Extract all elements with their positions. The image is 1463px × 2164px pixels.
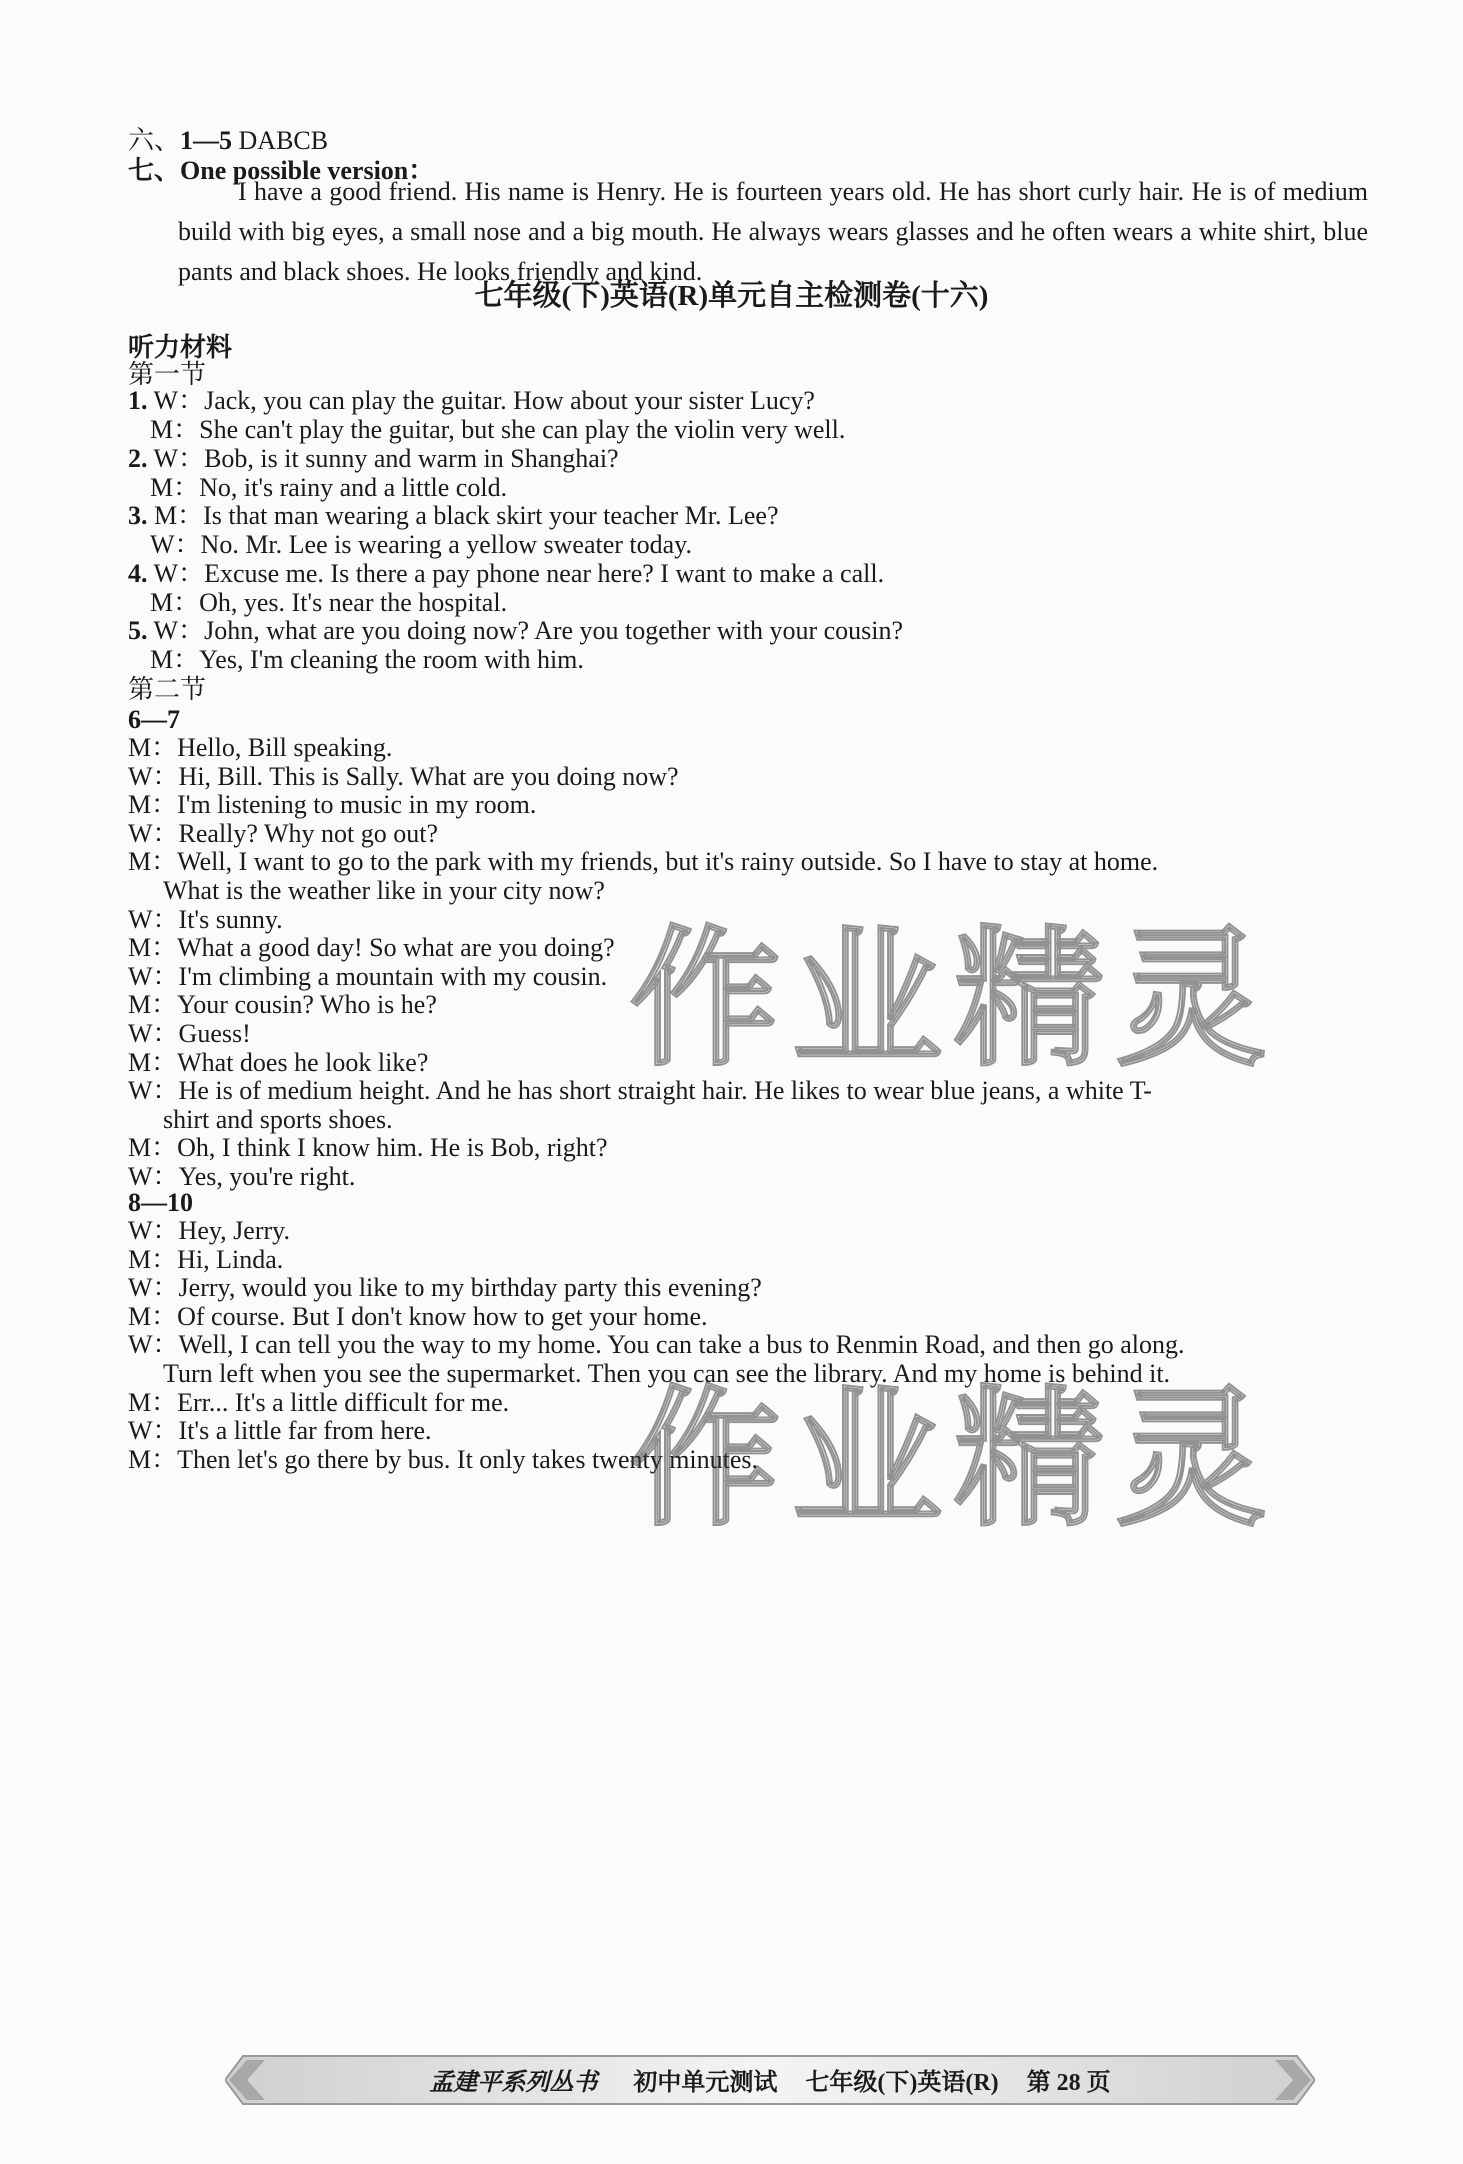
dialogue-line: W：Hi, Bill. This is Sally. What are you doing now? (128, 761, 679, 791)
dialogue-text: M：Is that man wearing a black skirt your teacher Mr. Lee? (147, 501, 779, 530)
part-2-label: 第二节 (128, 675, 207, 704)
dialogue-line: M：Oh, yes. It's near the hospital. (150, 587, 508, 617)
section-6-label: 六、 (128, 126, 181, 155)
section-6-answer (128, 124, 328, 158)
dialogue-line: M：Then let's go there by bus. It only takes twenty minutes. (128, 1444, 759, 1474)
listening-heading: 听力材料 (128, 333, 233, 362)
test-title: 七年级(下)英语(R)单元自主检测卷(十六) (474, 280, 989, 312)
group-8-10-label: 8—10 (128, 1188, 193, 1217)
dialogue-line: M：Well, I want to go to the park with my friends, but it's rainy outside. So I have to stay at home. (128, 847, 1159, 877)
footer-page-number: 第 28 页 (1026, 2070, 1111, 2096)
dialogue-line: M：Hello, Bill speaking. (128, 733, 393, 762)
dialogue-line: Turn left when you see the supermarket. Then you can see the library. And my home is behind it. (163, 1359, 1171, 1388)
watermark: 作业精灵 (630, 1373, 1279, 1547)
footer-series: 孟建平系列丛书 (429, 2070, 598, 2096)
dialogue-line: W：Yes, you're right. (128, 1162, 356, 1191)
dialogue-line: M：Of course. But I don't know how to get your home. (128, 1301, 708, 1331)
dialogue-line: M：Err... It's a little difficult for me. (128, 1387, 510, 1417)
dialogue-line: W：Jerry, would you like to my birthday party this evening? (128, 1273, 762, 1303)
dialogue-line: M：Oh, I think I know him. He is Bob, right? (128, 1133, 608, 1163)
dialogue-line: M：What a good day! So what are you doing? (128, 933, 615, 963)
dialogue-line: M：What does he look like? (128, 1047, 429, 1077)
dialogue-line: W：Hey, Jerry. (128, 1216, 290, 1245)
footer-book: 初中单元测试 (633, 2070, 778, 2096)
group-6-7-label: 6—7 (128, 705, 180, 734)
dialogue-line: W：I'm climbing a mountain with my cousin. (128, 961, 608, 991)
dialogue-line: M：No, it's rainy and a little cold. (150, 472, 508, 502)
question-number: 5. (128, 616, 148, 645)
dialogue-line: M：Yes, I'm cleaning the room with him. (150, 645, 584, 674)
question-number: 2. (128, 443, 148, 473)
section-6-range: 1—5 (180, 126, 233, 155)
question-number: 4. (128, 558, 148, 588)
section-6-answers: DABCB (238, 126, 329, 155)
watermark: 作业精灵 (630, 913, 1279, 1087)
dialogue-line: What is the weather like in your city now? (163, 876, 605, 905)
dialogue-text: W：Excuse me. Is there a pay phone near here? I want to make a call. (147, 558, 885, 588)
question-number: 3. (128, 501, 148, 530)
dialogue-line: W：It's sunny. (128, 904, 283, 934)
dialogue-line: M：She can't play the guitar, but she can play the violin very well. (150, 415, 846, 444)
dialogue-line: W：It's a little far from here. (128, 1416, 432, 1446)
question-number: 1. (128, 386, 148, 415)
dialogue-line: W：Really? Why not go out? (128, 818, 439, 848)
dialogue-text: W：Jack, you can play the guitar. How about your sister Lucy? (147, 386, 815, 415)
dialogue-line: W：He is of medium height. And he has short straight hair. He likes to wear blue jeans, a white T- (128, 1076, 1152, 1106)
dialogue-line: M：Your cousin? Who is he? (128, 990, 437, 1020)
dialogue-line: W：Well, I can tell you the way to my home. You can take a bus to Renmin Road, and then go along. (128, 1330, 1185, 1360)
section-7-label: 七、 (128, 156, 181, 185)
footer-grade: 七年级(下)英语(R) (805, 2070, 999, 2096)
dialogue-text: W：Bob, is it sunny and warm in Shanghai? (147, 443, 619, 473)
dialogue-line: W：No. Mr. Lee is wearing a yellow sweater today. (150, 530, 692, 559)
dialogue-line: W：Guess! (128, 1019, 251, 1048)
footer-text (225, 2062, 1315, 2097)
footer-banner (225, 2052, 1315, 2108)
dialogue-line: shirt and sports shoes. (163, 1104, 393, 1134)
sample-essay: I have a good friend. His name is Henry. He is fourteen years old. He has short curly hair. He is of medium build with big eyes, a small nose and a big mouth. He always wears glasses and he often wears a white shirt, blue pants and black shoes. He looks friendly and kind. (178, 177, 1368, 286)
dialogue-text: W：John, what are you doing now? Are you together with your cousin? (147, 616, 904, 645)
section-7-title: One possible version： (180, 156, 435, 185)
dialogue-line: M：I'm listening to music in my room. (128, 790, 537, 820)
dialogue-line: M：Hi, Linda. (128, 1244, 284, 1274)
part-1-label: 第一节 (128, 360, 207, 389)
